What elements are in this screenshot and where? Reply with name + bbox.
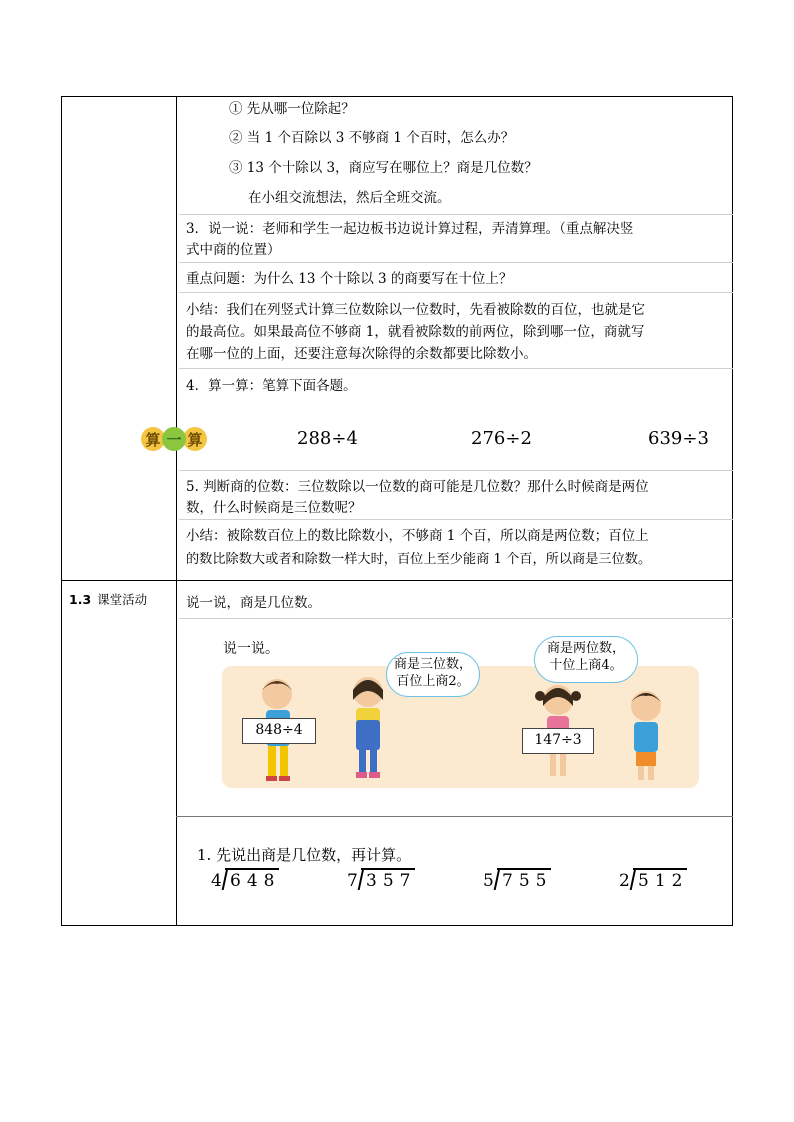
exercise-2: 276÷2 [471,428,532,449]
dividend-4: 512 [638,871,689,891]
guide-question-3: ③ 13 个十除以 3，商应写在哪位上？商是几位数？ [229,160,538,176]
scene-title: 说一说。 [223,641,279,657]
badge-char-3: 算 [183,427,207,451]
card-left: 848÷4 [242,718,316,744]
divisor-3: 5 [483,871,494,891]
badge-char-2: 一 [162,427,186,451]
summary1-line1: 小结：我们在列竖式计算三位数除以一位数时，先看被除数的百位，也就是它 [186,302,645,318]
summary2-line1: 小结：被除数百位上的数比除数小，不够商 1 个百，所以商是两位数；百位上 [186,528,649,544]
key-question: 重点问题：为什么 13 个十除以 3 的商要写在十位上？ [186,271,513,287]
section-number: 1.3 [69,592,92,607]
lesson-table [61,96,733,926]
exercise-3: 639÷3 [648,428,709,449]
step5-line1: 5. 判断商的位数：三位数除以一位数的商可能是几位数？那什么时候商是两位 [186,479,649,495]
guide-question-2: ② 当 1 个百除以 3 不够商 1 个百时，怎么办？ [229,130,515,146]
girl-figure-left [353,677,383,778]
badge-char-1: 算 [141,427,165,451]
step3-line1: 3．说一说：老师和学生一起边板书边说计算过程，弄清算理。（重点解决竖 [186,221,634,237]
bubble-right-line1: 商是两位数， [546,641,625,656]
exercise-1: 288÷4 [297,428,358,449]
section-label [69,590,147,608]
guide-question-1: ① 先从哪一位除起？ [229,101,355,117]
summary2-line2: 的数比除数大或者和除数一样大时，百位上至少能商 1 个百，所以商是三位数。 [186,552,652,567]
section-title: 课堂活动 [97,592,148,607]
calc-badge [141,426,207,452]
practice-instruction: 1. 先说出商是几位数，再计算。 [197,846,412,864]
divisor-4: 2 [619,871,630,891]
summary1-line3: 在哪一位的上面，还要注意每次除得的余数都要比除数小。 [186,346,537,362]
bubble-left-line2: 百位上商2。 [396,674,470,689]
boy-figure-right [631,691,661,780]
divisor-2: 7 [347,871,358,891]
dividend-3: 755 [502,871,553,891]
step4-text: 4．算一算：笔算下面各题。 [186,378,357,394]
dividend-2: 357 [366,871,417,891]
dividend-1: 648 [230,871,281,891]
divisor-1: 4 [211,871,222,891]
summary1-line2: 的最高位。如果最高位不够商 1，就看被除数的前两位，除到哪一位，商就写 [186,324,645,340]
step5-line2: 数，什么时候商是三位数呢？ [186,500,362,516]
discussion-note: 在小组交流想法，然后全班交流。 [248,190,451,206]
bubble-left-line1: 商是三位数， [393,657,472,672]
bubble-right-line2: 十位上商4。 [549,658,623,673]
step3-line2: 式中商的位置） [186,242,281,258]
card-right: 147÷3 [522,728,594,754]
activity-intro: 说一说，商是几位数。 [186,595,321,611]
